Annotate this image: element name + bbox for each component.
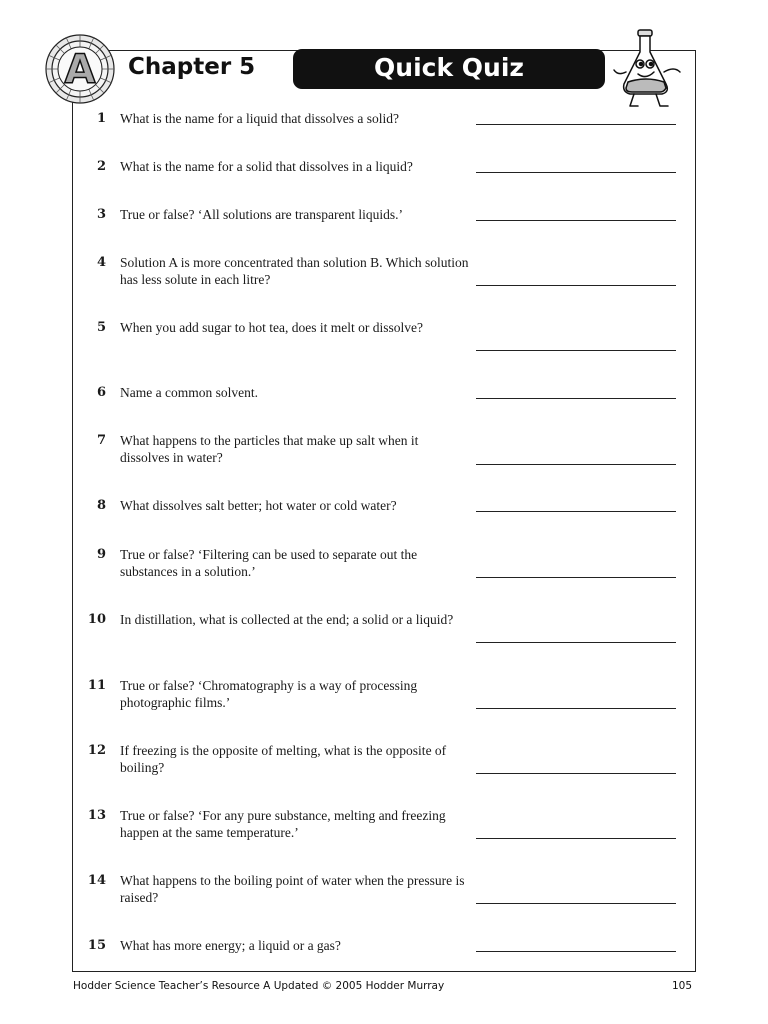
- question-text: What has more energy; a liquid or a gas?: [120, 938, 341, 953]
- answer-line[interactable]: [476, 124, 676, 125]
- question-number: 10: [87, 612, 106, 627]
- answer-line[interactable]: [476, 838, 676, 839]
- question-number: 1: [96, 111, 106, 126]
- question-text: In distillation, what is collected at the end; a solid or a liquid?: [120, 612, 454, 627]
- flask-mascot-icon: [610, 26, 688, 110]
- badge-letter: A: [64, 47, 96, 93]
- question-number: 8: [96, 498, 106, 513]
- answer-line[interactable]: [476, 350, 676, 351]
- answer-line[interactable]: [476, 708, 676, 709]
- answer-line[interactable]: [476, 285, 676, 286]
- footer-credit: Hodder Science Teacher’s Resource A Updated © 2005 Hodder Murray: [73, 980, 445, 992]
- page-number: 105: [672, 980, 693, 992]
- question-text: What dissolves salt better; hot water or cold water?: [120, 498, 397, 513]
- question-number: 5: [96, 320, 106, 335]
- question-number: 14: [87, 873, 106, 888]
- question-text: True or false? ‘Filtering can be used to separate out the substances in a solution.’: [120, 547, 418, 579]
- question-number: 11: [87, 678, 106, 693]
- chapter-a-badge-icon: [44, 33, 116, 105]
- question-number: 12: [87, 743, 106, 758]
- question-number: 7: [96, 433, 106, 448]
- page-title: Quick Quiz: [374, 53, 524, 82]
- question-text: Name a common solvent.: [120, 385, 258, 400]
- answer-line[interactable]: [476, 773, 676, 774]
- question-number: 6: [96, 385, 106, 400]
- question-text: True or false? ‘All solutions are transparent liquids.’: [120, 207, 403, 222]
- question-text: When you add sugar to hot tea, does it melt or dissolve?: [120, 320, 423, 335]
- question-number: 3: [96, 207, 106, 222]
- answer-line[interactable]: [476, 951, 676, 952]
- answer-line[interactable]: [476, 464, 676, 465]
- answer-line[interactable]: [476, 398, 676, 399]
- chapter-label: Chapter 5: [128, 54, 256, 80]
- answer-line[interactable]: [476, 172, 676, 173]
- question-number: 15: [87, 938, 106, 953]
- answer-line[interactable]: [476, 511, 676, 512]
- question-text: True or false? ‘For any pure substance, melting and freezing happen at the same temperature.’: [120, 808, 446, 840]
- question-number: 9: [96, 547, 106, 562]
- question-text: What happens to the particles that make up salt when it dissolves in water?: [120, 433, 419, 465]
- question-text: What is the name for a solid that dissolves in a liquid?: [120, 159, 413, 174]
- answer-line[interactable]: [476, 577, 676, 578]
- title-banner: [293, 49, 605, 89]
- question-number: 13: [87, 808, 106, 823]
- answer-line[interactable]: [476, 903, 676, 904]
- question-text: True or false? ‘Chromatography is a way of processing photographic films.’: [120, 678, 418, 710]
- answer-line[interactable]: [476, 642, 676, 643]
- question-number: 2: [96, 159, 106, 174]
- question-number: 4: [96, 255, 106, 270]
- question-text: If freezing is the opposite of melting, what is the opposite of boiling?: [120, 743, 447, 775]
- question-text: What happens to the boiling point of water when the pressure is raised?: [120, 873, 465, 905]
- question-text: Solution A is more concentrated than solution B. Which solution has less solute in each litre?: [120, 255, 469, 287]
- question-text: What is the name for a liquid that dissolves a solid?: [120, 111, 399, 126]
- answer-line[interactable]: [476, 220, 676, 221]
